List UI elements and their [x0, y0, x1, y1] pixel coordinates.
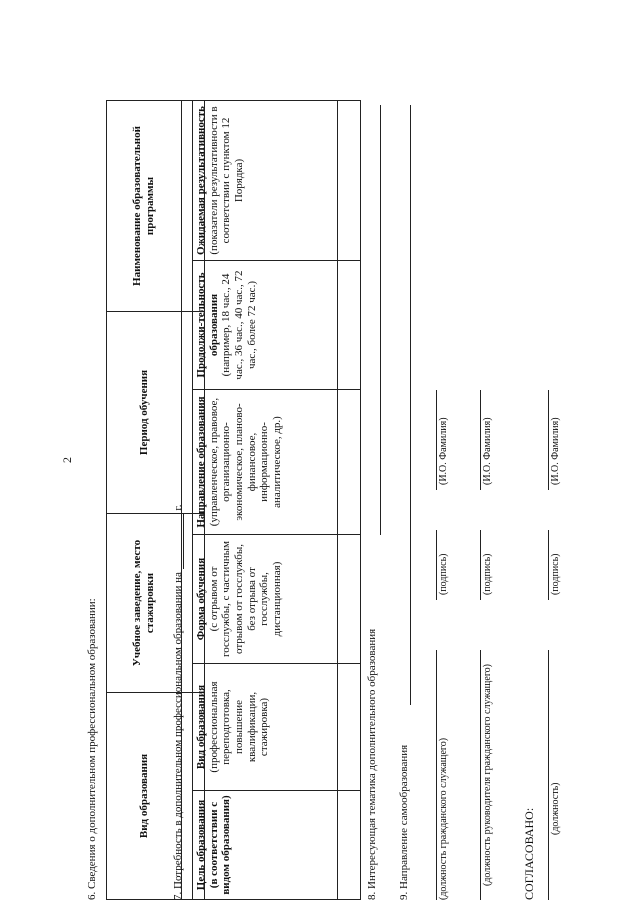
signature-line-position-3 — [548, 650, 549, 900]
signature-line-name-2 — [480, 390, 481, 490]
year-blank-line — [173, 513, 184, 569]
header-duration-sub: (например, 18 час., 24 час., 36 час., 40 час., 72 час., более 72 час.) — [220, 270, 258, 380]
page-number: 2 — [60, 457, 74, 463]
header-institution: Учебное заведение, место стажировки — [107, 514, 182, 693]
caption-name-1: (И.О. Фамилия) — [438, 417, 449, 485]
header-goal-sub: (в соответствии с видом образования) — [207, 795, 233, 895]
signature-line-position-2 — [480, 650, 481, 900]
header-form-main: Форма обучения — [195, 557, 207, 641]
caption-sign-3: (подпись) — [550, 553, 561, 595]
caption-name-3: (И.О. Фамилия) — [550, 417, 561, 485]
table-cell — [338, 390, 361, 535]
agreed-label: СОГЛАСОВАНО: — [522, 807, 536, 900]
header-result — [193, 101, 338, 261]
caption-position-1: (должность гражданского служащего) — [438, 737, 449, 900]
section-6-title: 6. Сведения о дополнительном профессиональном образовании: — [86, 598, 98, 900]
caption-sign-2: (подпись) — [482, 553, 493, 595]
signature-line-sign-3 — [548, 530, 549, 600]
header-form-sub: (с отрывом от госслужбы, с частичным отрывом от госслужбы, без отрыва от госслужбы, дистанционная) — [207, 541, 283, 657]
section-8-fill-line — [380, 105, 381, 535]
header-direction — [193, 390, 338, 535]
section-7-label: 7. Потребность в дополнительном профессиональном образовании на — [172, 572, 184, 900]
header-program-name: Наименование образовательной программы — [107, 101, 182, 312]
table-cell — [338, 791, 361, 900]
header-direction-main: Направление образования — [195, 396, 207, 528]
header-result-sub: (показатели результативности в соответствии с пунктом 12 Порядка) — [207, 106, 245, 255]
header-goal-main: Цель образования — [195, 799, 207, 891]
table-cell — [338, 101, 361, 261]
header-edu-type — [193, 664, 338, 791]
header-direction-sub: (управленческое, правовое, организационно-экономическое, планово-финансовое, информационно-аналитическое, др.) — [207, 397, 283, 527]
section-7-title — [172, 505, 184, 900]
education-info-table — [106, 100, 205, 900]
signature-line-name-1 — [436, 390, 437, 490]
signature-line-sign-1 — [436, 530, 437, 600]
section-9-fill-line — [410, 105, 411, 705]
caption-position-3: (должность) — [550, 782, 561, 835]
table-cell — [338, 261, 361, 390]
header-edu-type-main: Вид образования — [195, 684, 207, 770]
table-cell — [338, 535, 361, 664]
caption-sign-1: (подпись) — [438, 553, 449, 595]
year-suffix: г. — [172, 504, 184, 511]
table-cell — [338, 664, 361, 791]
header-edu-type-sub: (профессиональная переподготовка, повышение квалификации, стажировка) — [207, 681, 271, 773]
header-duration-main: Продолжи-тельность образования — [195, 272, 220, 378]
header-goal — [193, 791, 338, 900]
section-8-title: 8. Интересующая тематика дополнительного образования — [366, 628, 378, 900]
caption-name-2: (И.О. Фамилия) — [482, 417, 493, 485]
signature-line-name-3 — [548, 390, 549, 490]
caption-position-2: (должность руководителя гражданского служащего) — [482, 664, 493, 887]
education-needs-table — [192, 100, 361, 900]
section-9-title: 9. Направление самообразования — [398, 744, 410, 900]
header-period: Период обучения — [107, 312, 182, 514]
header-result-main: Ожидаемая результативность — [195, 106, 207, 255]
header-education-type: Вид образования — [107, 693, 182, 900]
header-duration — [193, 261, 338, 390]
signature-line-position-1 — [436, 650, 437, 900]
header-form — [193, 535, 338, 664]
signature-line-sign-2 — [480, 530, 481, 600]
